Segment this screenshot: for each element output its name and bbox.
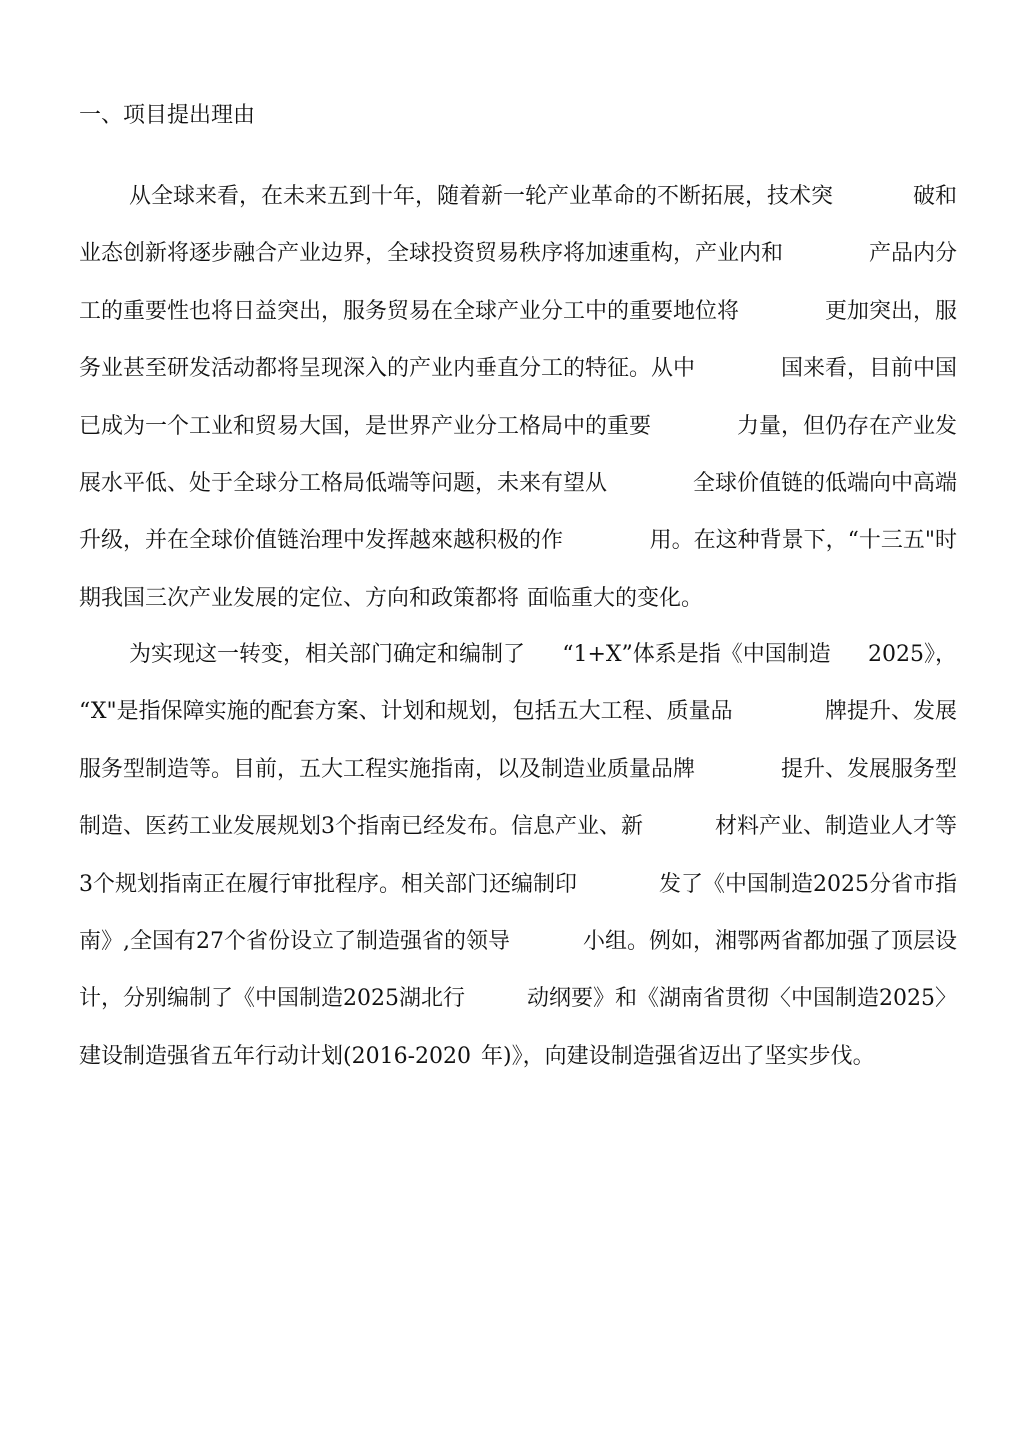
paragraph-1 <box>79 177 957 636</box>
paragraph-line <box>79 1037 957 1077</box>
text-segment: 建设制造强省五年行动计划(2016-2020 <box>79 1043 471 1069</box>
text-segment: 牌提升、发展 <box>824 699 957 725</box>
paragraph-line <box>79 177 957 217</box>
paragraph-line <box>79 407 957 447</box>
paragraph-line <box>79 865 957 905</box>
text-segment: 工的重要性也将日益突出，服务贸易在全球产业分工中的重要地位将 <box>79 298 740 324</box>
text-segment: 动纲要》和《湖南省贯彻〈中国制造2025〉 <box>527 986 957 1012</box>
text-segment: 力量，但仍存在产业发 <box>736 413 957 439</box>
text-segment: 产品内分 <box>868 241 957 267</box>
text-segment: 服务型制造等。目前，五大工程实施指南，以及制造业质量品牌 <box>79 756 696 782</box>
text-segment: 全球价值链的低端向中高端 <box>692 470 957 496</box>
text-segment: 3个规划指南正在履行审批程序。相关部门还编制印 <box>79 871 577 897</box>
paragraph-2 <box>79 635 957 1094</box>
text-segment: 国来看，目前中国 <box>780 356 957 382</box>
text-segment: 2025》， <box>867 642 957 667</box>
paragraph-line <box>79 750 957 790</box>
text-segment: 面临重大的变化。 <box>527 585 704 611</box>
paragraph-line <box>79 292 957 332</box>
text-segment: 用。在这种背景下，“十三五"时 <box>649 528 957 554</box>
text-segment: 小组。例如，湘鄂两省都加强了顶层设 <box>582 928 957 954</box>
text-segment: “1+X”体系是指《中国制造 <box>562 642 831 667</box>
paragraph-line <box>79 922 957 962</box>
text-segment: 务业甚至研发活动都将呈现深入的产业内垂直分工的特征。从中 <box>79 356 696 382</box>
text-segment: 升级，并在全球价值链治理中发挥越來越积极的作 <box>79 528 564 554</box>
text-segment: 从全球来看，在未来五到十年，随着新一轮产业革命的不断拓展，技术突 <box>129 184 834 209</box>
paragraph-line <box>79 692 957 732</box>
text-segment: 展水平低、处于全球分工格局低端等问题，未来有望从 <box>79 470 608 496</box>
paragraph-line <box>79 807 957 847</box>
text-segment: 期我国三次产业发展的定位、方向和政策都将 <box>79 585 520 611</box>
text-segment: 计，分别编制了《中国制造2025湖北行 <box>79 986 465 1012</box>
text-segment: 发了《中国制造2025分省市指 <box>659 871 957 897</box>
paragraph-line <box>79 579 957 619</box>
text-segment: 南》,全国有27个省份设立了制造强省的领导 <box>79 928 510 954</box>
text-segment: “X"是指保障实施的配套方案、计划和规划，包括五大工程、质量品 <box>79 699 733 725</box>
paragraph-line <box>79 464 957 504</box>
text-segment: 破和 <box>912 184 957 209</box>
text-segment: 制造、医药工业发展规划3个指南已经发布。信息产业、新 <box>79 814 643 840</box>
text-segment: 已成为一个工业和贸易大国，是世界产业分工格局中的重要 <box>79 413 652 439</box>
paragraph-line <box>79 979 957 1019</box>
text-segment: 业态创新将逐步融合产业边界，全球投资贸易秩序将加速重构，产业内和 <box>79 241 784 267</box>
paragraph-line <box>79 521 957 561</box>
section-heading: 一、项目提出理由 <box>79 103 256 128</box>
text-segment: 材料产业、制造业人才等 <box>714 814 957 840</box>
paragraph-line <box>79 349 957 389</box>
paragraph-line <box>79 234 957 274</box>
paragraph-line <box>79 635 957 675</box>
text-segment: 为实现这一转变，相关部门确定和编制了 <box>129 642 526 667</box>
text-segment: 年)》，向建设制造强省迈出了坚实步伐。 <box>481 1043 875 1069</box>
text-segment: 更加突出，服 <box>824 298 957 324</box>
text-segment: 提升、发展服务型 <box>780 756 957 782</box>
